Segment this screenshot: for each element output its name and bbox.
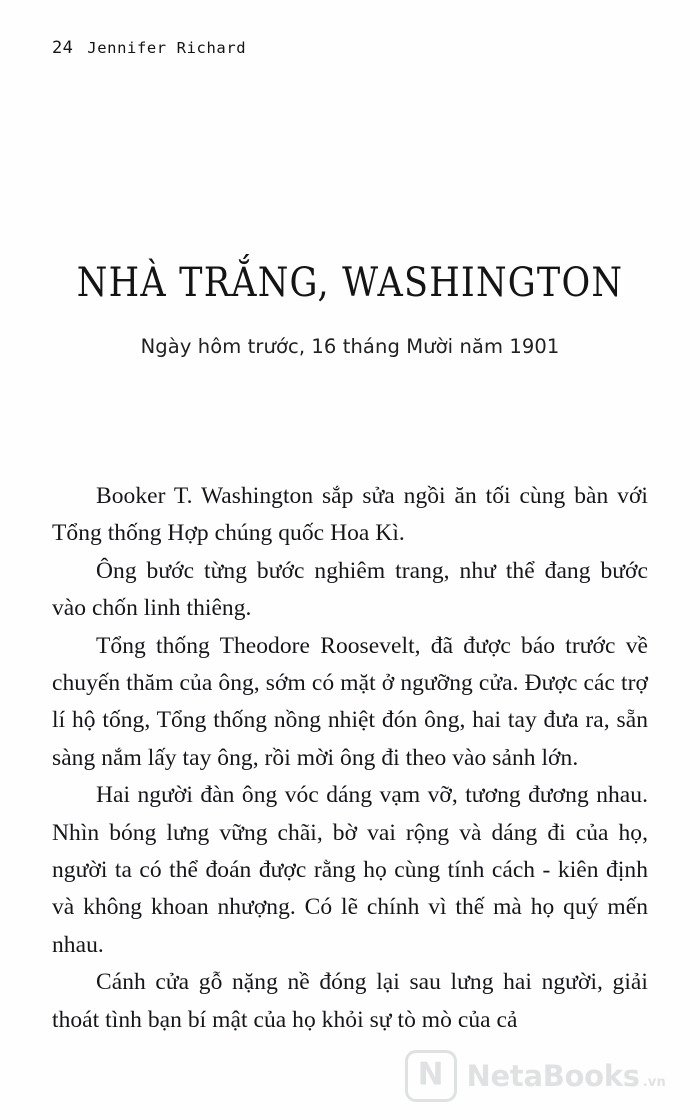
- page-number: 24: [52, 38, 74, 58]
- chapter-title: NHÀ TRẮNG, WASHINGTON: [76, 260, 624, 307]
- watermark: [405, 1050, 666, 1102]
- paragraph: Ông bước từng bước nghiêm trang, như thể đang bước vào chốn linh thiêng.: [52, 557, 648, 622]
- paragraph: Tổng thống Theodore Roosevelt, đã được báo trước về chuyến thăm của ông, sớm có mặt ở ngưỡng cửa. Được các trợ lí hộ tống, Tổng thống nồng nhiệt đón ông, hai tay đưa ra, sẵn sàng nắm lấy tay ông, rồi mời ông đi theo vào sảnh lớn.: [52, 632, 648, 771]
- paragraph: Booker T. Washington sắp sửa ngồi ăn tối cùng bàn với Tổng thống Hợp chúng quốc Hoa Kì.: [52, 483, 648, 547]
- chapter-heading-block: [0, 262, 700, 358]
- watermark-text: [467, 1059, 666, 1093]
- netabooks-logo-icon: [405, 1050, 457, 1102]
- watermark-suffix: .vn: [642, 1075, 666, 1090]
- body-text: [52, 478, 648, 1039]
- author-name: Jennifer Richard: [87, 39, 247, 57]
- paragraph: Hai người đàn ông vóc dáng vạm vỡ, tương đương nhau. Nhìn bóng lưng vững chãi, bờ vai rộng và dáng đi của họ, người ta có thể đoán được rằng họ cùng tính cách - kiên định và không khoan nhượng. Có lẽ chính vì thế mà họ quý mến nhau.: [52, 782, 648, 958]
- paragraph: Cánh cửa gỗ nặng nề đóng lại sau lưng hai người, giải thoát tình bạn bí mật của họ khỏi sự tò mò của cả: [52, 969, 648, 1033]
- watermark-name: NetaBooks: [466, 1059, 640, 1093]
- chapter-subtitle: Ngày hôm trước, 16 tháng Mười năm 1901: [140, 334, 560, 358]
- running-head: [52, 38, 246, 58]
